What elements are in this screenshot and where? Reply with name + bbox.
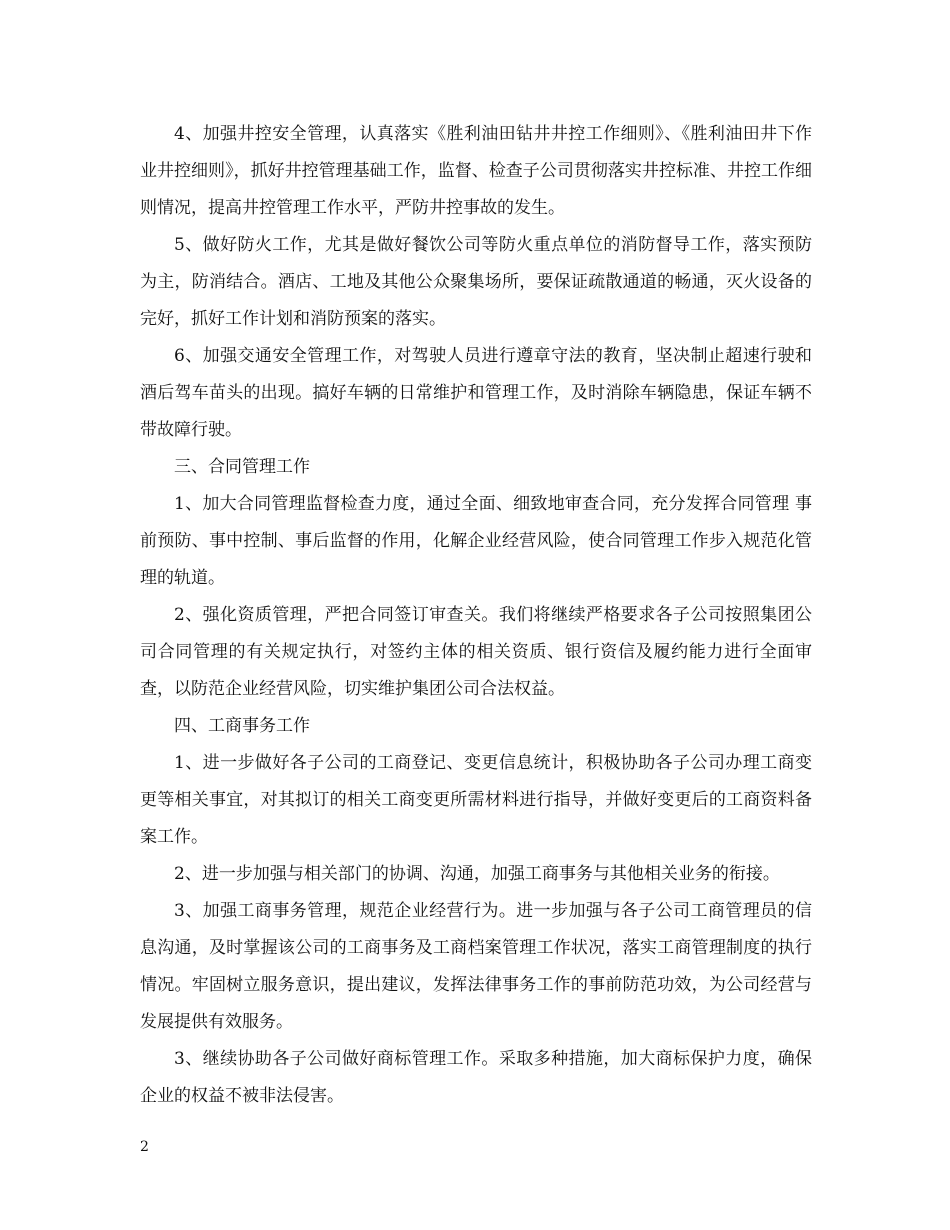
paragraph-department-coordination: 2、进一步加强与相关部门的协调、沟通，加强工商事务与其他相关业务的衔接。 bbox=[174, 864, 780, 884]
paragraph-contract-supervision: 1、加大合同管理监督检查力度，通过全面、细致地审查合同，充分发挥合同管理 事前预防、事中控制、事后监督的作用，化解企业经营风险，使合同管理工作步入规范化管理的轨道。 bbox=[140, 494, 812, 588]
paragraph-business-management: 3、加强工商事务管理，规范企业经营行为。进一步加强与各子公司工商管理员的信息沟通，及时掌握该公司的工商事务及工商档案管理工作状况，落实工商管理制度的执行情况。牢固树立服务意识，提出建议，发挥法律事务工作的事前防范功效，为公司经营与发展提供有效服务。 bbox=[140, 901, 812, 1032]
paragraph-traffic-safety: 6、加强交通安全管理工作，对驾驶人员进行遵章守法的教育，坚决制止超速行驶和酒后驾车苗头的出现。搞好车辆的日常维护和管理工作，及时消除车辆隐患，保证车辆不带故障行驶。 bbox=[140, 346, 812, 440]
section-heading-business-affairs: 四、工商事务工作 bbox=[174, 716, 310, 736]
section-heading-contract-management: 三、合同管理工作 bbox=[174, 457, 310, 477]
paragraph-business-registration: 1、进一步做好各子公司的工商登记、变更信息统计，积极协助各子公司办理工商变更等相关事宜，对其拟订的相关工商变更所需材料进行指导，并做好变更后的工商资料备案工作。 bbox=[140, 753, 812, 847]
page-number: 2 bbox=[140, 1139, 149, 1155]
paragraph-trademark-management: 3、继续协助各子公司做好商标管理工作。采取多种措施，加大商标保护力度，确保企业的权益不被非法侵害。 bbox=[140, 1049, 812, 1106]
paragraph-well-control: 4、加强井控安全管理，认真落实《胜利油田钻井井控工作细则》、《胜利油田井下作业井控细则》，抓好井控管理基础工作，监督、检查子公司贯彻落实井控标准、井控工作细则情况，提高井控管理工作水平，严防井控事故的发生。 bbox=[140, 124, 812, 218]
paragraph-fire-prevention: 5、做好防火工作，尤其是做好餐饮公司等防火重点单位的消防督导工作，落实预防为主，防消结合。酒店、工地及其他公众聚集场所，要保证疏散通道的畅通，灭火设备的完好，抓好工作计划和消防预案的落实。 bbox=[140, 235, 812, 329]
paragraph-qualification-management: 2、强化资质管理，严把合同签订审查关。我们将继续严格要求各子公司按照集团公司合同管理的有关规定执行，对签约主体的相关资质、银行资信及履约能力进行全面审查，以防范企业经营风险，切实维护集团公司合法权益。 bbox=[140, 605, 812, 699]
document-body bbox=[140, 116, 812, 1115]
